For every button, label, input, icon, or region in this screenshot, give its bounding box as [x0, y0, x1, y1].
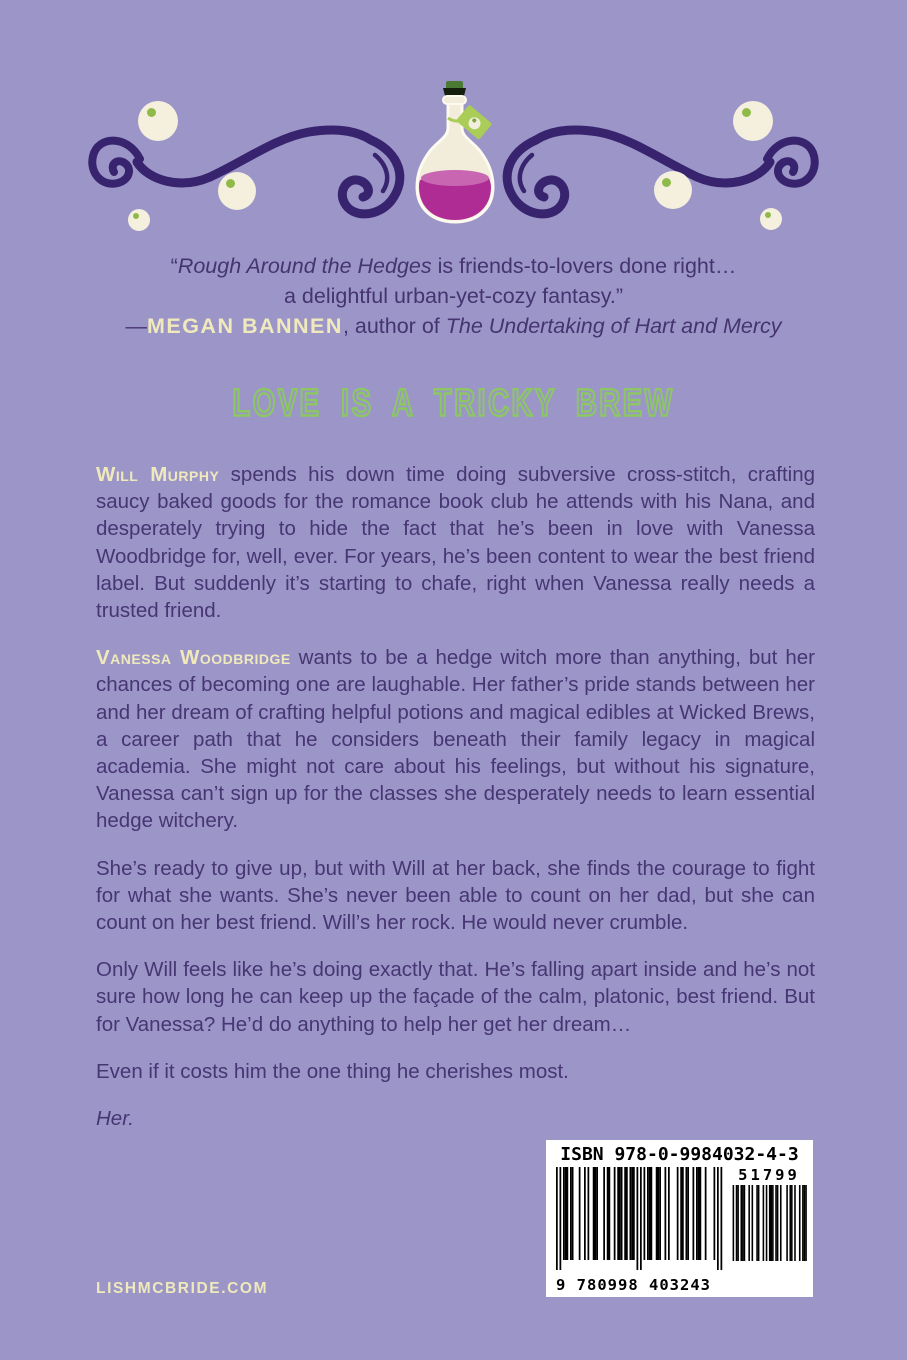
isbn-label: ISBN 978-0-9984032-4-3 [560, 1144, 799, 1165]
header-decoration [0, 0, 907, 250]
review-quote [0, 251, 907, 341]
ean13-barcode-bars [556, 1167, 723, 1271]
bubble-icon [218, 172, 256, 210]
bubble-icon [733, 101, 773, 141]
blurb-paragraph: Only Will feels like he’s doing exactly that. He’s falling apart inside and he’s not sure how long he can keep up the façade of the calm, platonic, best friend. But for Vanessa? He’d do anything to help her get her dream… [96, 958, 815, 1036]
reviewer-book-title: The Undertaking of Hart and Mercy [445, 314, 782, 338]
quoted-book-title: Rough Around the Hedges [177, 254, 432, 278]
tagline: LOVE IS A TRICKY BREW [232, 383, 675, 425]
barcode-number: 9 780998 403243 [556, 1276, 711, 1294]
back-cover-blurb [96, 461, 815, 1152]
review-quote-line1: “Rough Around the Hedges is friends-to-lovers done right… [170, 254, 737, 278]
blurb-paragraph: Will Murphy spends his down time doing subversive cross-stitch, crafting saucy baked goods for the romance book club he attends with his Nana, and desperately trying to hide the fact that he’s been in love with Vanessa Woodbridge for, well, ever. For years, he’s been content to wear the best friend label. But suddenly it’s starting to chafe, right when Vanessa really needs a trusted friend. [96, 463, 815, 623]
isbn-barcode [546, 1140, 813, 1297]
character-name: Vanessa Woodbridge [96, 646, 291, 670]
bubble-icon [138, 101, 178, 141]
bubble-icon [654, 171, 692, 209]
reviewer-name: MEGAN BANNEN [146, 314, 343, 338]
review-quote-line2: a delightful urban-yet-cozy fantasy.” [284, 284, 623, 308]
character-name: Will Murphy [96, 463, 220, 486]
blurb-paragraph: Vanessa Woodbridge wants to be a hedge witch more than anything, but her chances of becoming one are laughable. Her father’s pride stands between her and her dream of crafting helpful potions and magical edibles at Wicked Brews, a career path that he considers beneath their family legacy in magical academia. She might not care about his feelings, but without his signature, Vanessa can’t sign up for the classes she desperately needs to learn essential hedge witchery. [96, 646, 815, 833]
bubble-icon [760, 208, 782, 230]
price-code: 51799 [738, 1166, 800, 1184]
blurb-paragraph: She’s ready to give up, but with Will at her back, she finds the courage to fight for what she wants. She’s never been able to count on her dad, but she can count on her best friend. Will’s her rock. He would never crumble. [96, 856, 815, 935]
potion-bottle-icon [409, 80, 501, 230]
author-website: LISHMCBRIDE.COM [96, 1280, 269, 1297]
bubble-icon [128, 209, 150, 231]
ean5-addon-bars [731, 1185, 807, 1263]
review-attribution: —MEGAN BANNEN, author of The Undertaking of Hart and Mercy [125, 314, 782, 338]
blurb-paragraph: Even if it costs him the one thing he cherishes most. [96, 1059, 569, 1083]
blurb-closing-word: Her. [96, 1107, 134, 1131]
